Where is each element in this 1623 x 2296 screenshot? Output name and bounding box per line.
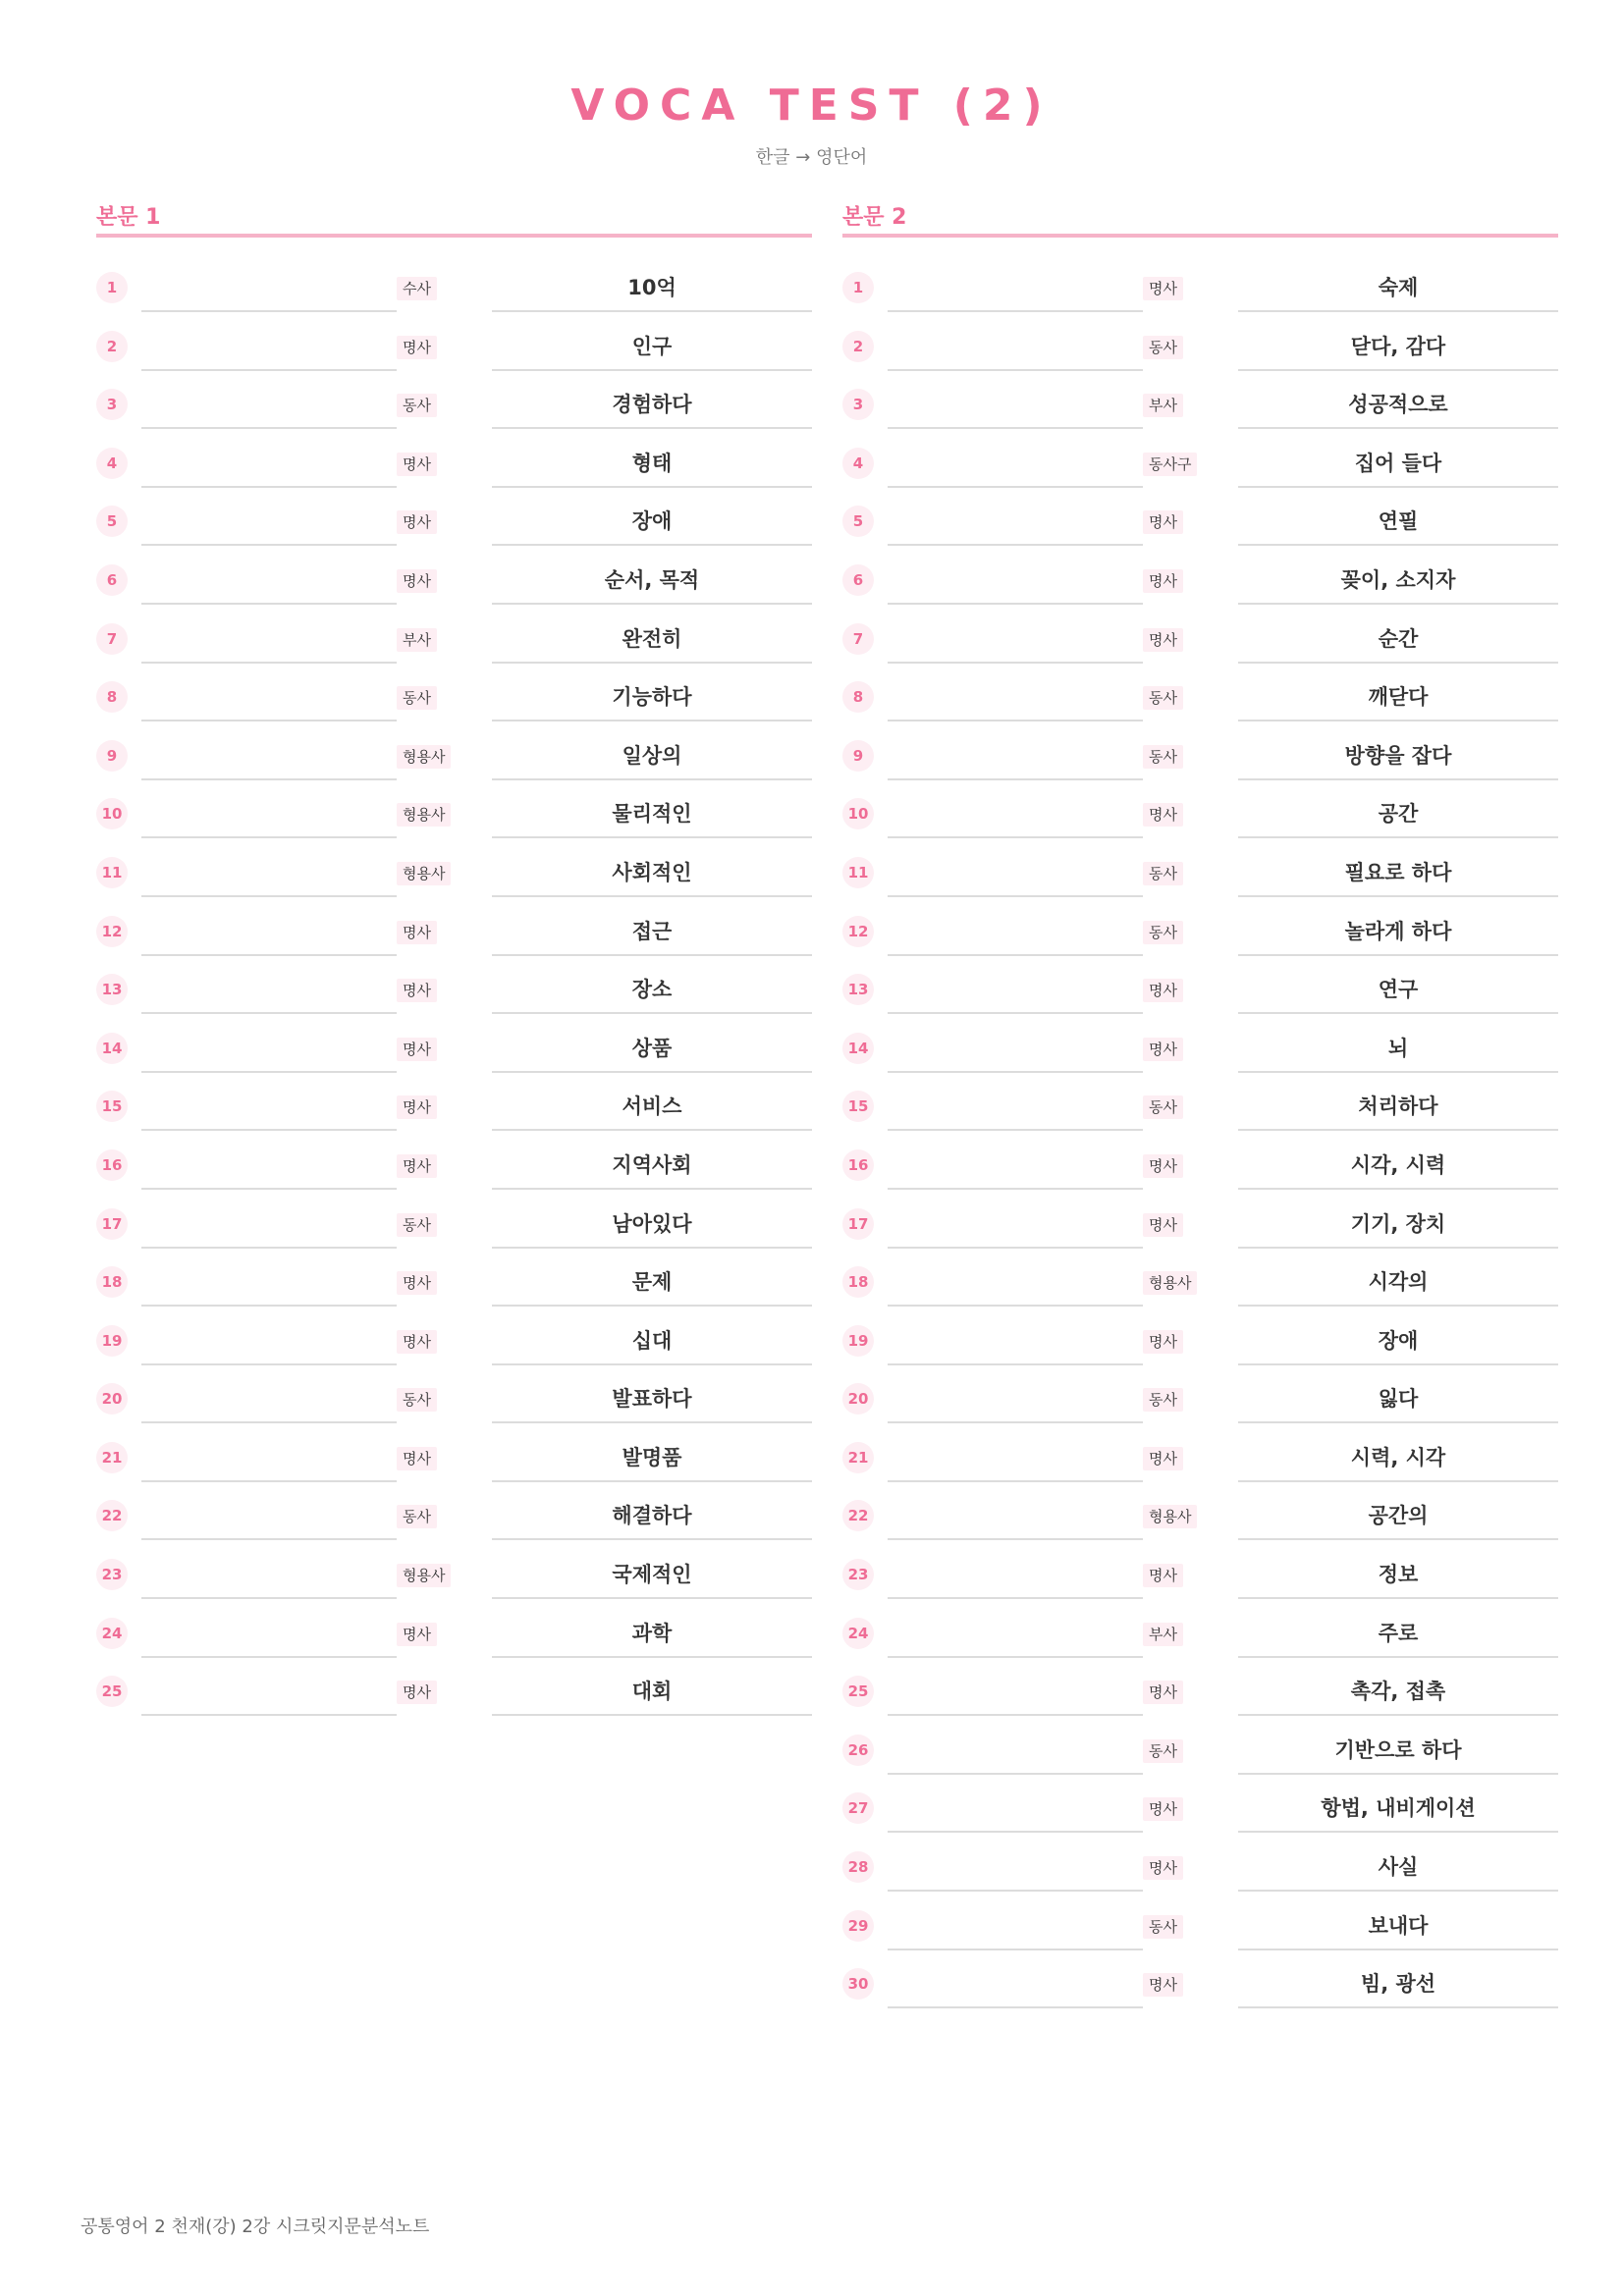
korean-meaning: 장애 bbox=[1238, 1322, 1558, 1365]
vocab-row bbox=[96, 1663, 812, 1722]
vocab-row bbox=[842, 1312, 1558, 1371]
korean-meaning: 성공적으로 bbox=[1238, 386, 1558, 429]
part-of-speech-tag: 명사 bbox=[397, 1271, 437, 1295]
answer-blank-line[interactable] bbox=[888, 1213, 1143, 1249]
vocab-row bbox=[842, 1605, 1558, 1664]
vocab-row bbox=[96, 318, 812, 377]
item-number-badge: 2 bbox=[96, 331, 128, 362]
vocab-row bbox=[842, 1020, 1558, 1079]
vocab-row bbox=[96, 1137, 812, 1196]
vocab-row bbox=[842, 318, 1558, 377]
answer-blank-line[interactable] bbox=[888, 1154, 1143, 1190]
korean-meaning: 잃다 bbox=[1238, 1380, 1558, 1423]
vocab-row bbox=[96, 259, 812, 318]
vocab-row bbox=[96, 1487, 812, 1546]
item-number-badge: 3 bbox=[96, 389, 128, 420]
part-of-speech-tag: 명사 bbox=[1143, 1856, 1183, 1880]
vocab-row bbox=[96, 1254, 812, 1312]
part-of-speech-tag: 동사 bbox=[1143, 1388, 1183, 1412]
item-number-badge: 13 bbox=[96, 974, 128, 1005]
answer-blank-line[interactable] bbox=[888, 1038, 1143, 1073]
part-of-speech-tag: 동사 bbox=[397, 1505, 437, 1528]
vocab-row bbox=[96, 611, 812, 669]
part-of-speech-tag: 동사 bbox=[1143, 1095, 1183, 1119]
korean-meaning: 기반으로 하다 bbox=[1238, 1732, 1558, 1775]
korean-meaning: 국제적인 bbox=[492, 1556, 812, 1599]
item-number-badge: 14 bbox=[96, 1033, 128, 1064]
korean-meaning: 형태 bbox=[492, 445, 812, 488]
item-number-badge: 23 bbox=[842, 1559, 874, 1590]
vocab-row bbox=[96, 1546, 812, 1605]
part-of-speech-tag: 동사 bbox=[1143, 686, 1183, 710]
part-of-speech-tag: 명사 bbox=[1143, 1447, 1183, 1470]
item-number-badge: 26 bbox=[842, 1735, 874, 1766]
part-of-speech-tag: 동사 bbox=[1143, 921, 1183, 944]
korean-meaning: 발표하다 bbox=[492, 1380, 812, 1423]
korean-meaning: 꽂이, 소지자 bbox=[1238, 561, 1558, 605]
vocab-row bbox=[96, 1312, 812, 1371]
footer-text: 공통영어 2 천재(강) 2강 시크릿지문분석노트 bbox=[81, 2216, 430, 2237]
item-number-badge: 12 bbox=[842, 916, 874, 947]
vocab-row bbox=[842, 435, 1558, 494]
item-number-badge: 4 bbox=[96, 448, 128, 479]
korean-meaning: 사회적인 bbox=[492, 854, 812, 897]
korean-meaning: 시력, 시각 bbox=[1238, 1439, 1558, 1482]
item-number-badge: 21 bbox=[96, 1442, 128, 1473]
part-of-speech-tag: 명사 bbox=[1143, 1797, 1183, 1821]
part-of-speech-tag: 명사 bbox=[1143, 1330, 1183, 1354]
item-number-badge: 20 bbox=[96, 1383, 128, 1415]
part-of-speech-tag: 동사 bbox=[397, 1388, 437, 1412]
item-number-badge: 17 bbox=[96, 1208, 128, 1240]
answer-blank-line[interactable] bbox=[141, 394, 397, 429]
vocab-row bbox=[96, 552, 812, 611]
vocab-row bbox=[96, 376, 812, 435]
part-of-speech-tag: 형용사 bbox=[397, 862, 451, 885]
item-number-badge: 20 bbox=[842, 1383, 874, 1415]
answer-blank-line[interactable] bbox=[141, 1388, 397, 1423]
item-number-badge: 22 bbox=[842, 1500, 874, 1531]
item-number-badge: 7 bbox=[96, 623, 128, 655]
part-of-speech-tag: 명사 bbox=[1143, 1973, 1183, 1997]
vocab-row bbox=[96, 1078, 812, 1137]
answer-blank-line[interactable] bbox=[888, 510, 1143, 546]
answer-blank-line[interactable] bbox=[888, 1973, 1143, 2008]
korean-meaning: 장애 bbox=[492, 503, 812, 546]
part-of-speech-tag: 수사 bbox=[397, 277, 437, 300]
korean-meaning: 연구 bbox=[1238, 971, 1558, 1014]
part-of-speech-tag: 명사 bbox=[397, 510, 437, 534]
item-number-badge: 16 bbox=[96, 1149, 128, 1181]
answer-blank-line[interactable] bbox=[141, 1038, 397, 1073]
korean-meaning: 서비스 bbox=[492, 1088, 812, 1131]
korean-meaning: 순서, 목적 bbox=[492, 561, 812, 605]
answer-blank-line[interactable] bbox=[141, 686, 397, 721]
part-of-speech-tag: 명사 bbox=[397, 1447, 437, 1470]
part-of-speech-tag: 명사 bbox=[397, 1038, 437, 1061]
korean-meaning: 10억 bbox=[492, 269, 812, 312]
item-number-badge: 24 bbox=[842, 1618, 874, 1649]
vocab-row bbox=[842, 1370, 1558, 1429]
vocab-row bbox=[842, 259, 1558, 318]
korean-meaning: 숙제 bbox=[1238, 269, 1558, 312]
vocab-row bbox=[842, 1487, 1558, 1546]
korean-meaning: 일상의 bbox=[492, 737, 812, 780]
korean-meaning: 경험하다 bbox=[492, 386, 812, 429]
vocab-row bbox=[96, 961, 812, 1020]
korean-meaning: 시각의 bbox=[1238, 1263, 1558, 1307]
korean-meaning: 뇌 bbox=[1238, 1030, 1558, 1073]
answer-blank-line[interactable] bbox=[141, 1213, 397, 1249]
answer-blank-line[interactable] bbox=[141, 1623, 397, 1658]
answer-blank-line[interactable] bbox=[141, 510, 397, 546]
part-of-speech-tag: 명사 bbox=[1143, 277, 1183, 300]
korean-meaning: 십대 bbox=[492, 1322, 812, 1365]
vocab-row bbox=[842, 493, 1558, 552]
answer-blank-line[interactable] bbox=[141, 569, 397, 605]
part-of-speech-tag: 동사 bbox=[397, 1213, 437, 1237]
answer-blank-line[interactable] bbox=[141, 1564, 397, 1599]
answer-blank-line[interactable] bbox=[888, 1856, 1143, 1892]
answer-blank-line[interactable] bbox=[141, 979, 397, 1014]
part-of-speech-tag: 명사 bbox=[1143, 1038, 1183, 1061]
answer-blank-line[interactable] bbox=[141, 1681, 397, 1716]
item-number-badge: 5 bbox=[96, 506, 128, 537]
page-title: VOCA TEST (2) bbox=[570, 80, 1053, 131]
part-of-speech-tag: 명사 bbox=[1143, 803, 1183, 827]
answer-blank-line[interactable] bbox=[888, 1797, 1143, 1833]
vocab-row bbox=[842, 552, 1558, 611]
vocab-row bbox=[842, 1897, 1558, 1956]
item-number-badge: 29 bbox=[842, 1910, 874, 1942]
item-number-badge: 18 bbox=[96, 1266, 128, 1298]
answer-blank-line[interactable] bbox=[888, 1330, 1143, 1365]
answer-blank-line[interactable] bbox=[888, 921, 1143, 956]
vocab-row bbox=[96, 493, 812, 552]
answer-blank-line[interactable] bbox=[141, 453, 397, 488]
korean-meaning: 방향을 잡다 bbox=[1238, 737, 1558, 780]
part-of-speech-tag: 동사 bbox=[1143, 1915, 1183, 1939]
korean-meaning: 상품 bbox=[492, 1030, 812, 1073]
vocab-row bbox=[842, 668, 1558, 727]
korean-meaning: 놀라게 하다 bbox=[1238, 913, 1558, 956]
answer-blank-line[interactable] bbox=[888, 628, 1143, 664]
item-number-badge: 24 bbox=[96, 1618, 128, 1649]
answer-blank-line[interactable] bbox=[888, 453, 1143, 488]
korean-meaning: 연필 bbox=[1238, 503, 1558, 546]
part-of-speech-tag: 명사 bbox=[397, 336, 437, 359]
vocab-row bbox=[842, 1254, 1558, 1312]
korean-meaning: 촉각, 접촉 bbox=[1238, 1673, 1558, 1716]
item-number-badge: 7 bbox=[842, 623, 874, 655]
part-of-speech-tag: 명사 bbox=[397, 979, 437, 1002]
answer-blank-line[interactable] bbox=[888, 1915, 1143, 1950]
korean-meaning: 과학 bbox=[492, 1615, 812, 1658]
part-of-speech-tag: 동사구 bbox=[1143, 453, 1197, 476]
korean-meaning: 빔, 광선 bbox=[1238, 1965, 1558, 2008]
part-of-speech-tag: 동사 bbox=[397, 686, 437, 710]
section-title: 본문 2 bbox=[842, 196, 1558, 238]
section-title: 본문 1 bbox=[96, 196, 812, 238]
item-number-badge: 27 bbox=[842, 1792, 874, 1824]
answer-blank-line[interactable] bbox=[141, 1095, 397, 1131]
answer-blank-line[interactable] bbox=[141, 921, 397, 956]
korean-meaning: 보내다 bbox=[1238, 1907, 1558, 1950]
vocab-row bbox=[842, 785, 1558, 844]
vocab-row bbox=[842, 903, 1558, 962]
part-of-speech-tag: 명사 bbox=[1143, 1154, 1183, 1178]
part-of-speech-tag: 형용사 bbox=[1143, 1271, 1197, 1295]
item-number-badge: 12 bbox=[96, 916, 128, 947]
korean-meaning: 주로 bbox=[1238, 1615, 1558, 1658]
korean-meaning: 사실 bbox=[1238, 1848, 1558, 1892]
korean-meaning: 집어 들다 bbox=[1238, 445, 1558, 488]
korean-meaning: 정보 bbox=[1238, 1556, 1558, 1599]
answer-blank-line[interactable] bbox=[888, 394, 1143, 429]
part-of-speech-tag: 형용사 bbox=[397, 803, 451, 827]
part-of-speech-tag: 부사 bbox=[1143, 394, 1183, 417]
vocab-list bbox=[842, 259, 1558, 2014]
item-number-badge: 3 bbox=[842, 389, 874, 420]
vocab-row bbox=[96, 1370, 812, 1429]
korean-meaning: 기능하다 bbox=[492, 678, 812, 721]
item-number-badge: 25 bbox=[96, 1676, 128, 1707]
vocab-row bbox=[96, 1605, 812, 1664]
part-of-speech-tag: 동사 bbox=[1143, 1739, 1183, 1763]
item-number-badge: 9 bbox=[96, 740, 128, 772]
korean-meaning: 기기, 장치 bbox=[1238, 1205, 1558, 1249]
item-number-badge: 22 bbox=[96, 1500, 128, 1531]
answer-blank-line[interactable] bbox=[141, 803, 397, 838]
korean-meaning: 처리하다 bbox=[1238, 1088, 1558, 1131]
part-of-speech-tag: 명사 bbox=[397, 569, 437, 593]
korean-meaning: 남아있다 bbox=[492, 1205, 812, 1249]
item-number-badge: 10 bbox=[842, 798, 874, 829]
item-number-badge: 4 bbox=[842, 448, 874, 479]
korean-meaning: 시각, 시력 bbox=[1238, 1147, 1558, 1190]
korean-meaning: 완전히 bbox=[492, 620, 812, 664]
part-of-speech-tag: 명사 bbox=[1143, 979, 1183, 1002]
answer-blank-line[interactable] bbox=[888, 1388, 1143, 1423]
item-number-badge: 8 bbox=[96, 681, 128, 713]
item-number-badge: 9 bbox=[842, 740, 874, 772]
korean-meaning: 항법, 내비게이션 bbox=[1238, 1789, 1558, 1833]
vocab-row bbox=[96, 668, 812, 727]
korean-meaning: 문제 bbox=[492, 1263, 812, 1307]
part-of-speech-tag: 동사 bbox=[1143, 862, 1183, 885]
item-number-badge: 17 bbox=[842, 1208, 874, 1240]
korean-meaning: 순간 bbox=[1238, 620, 1558, 664]
item-number-badge: 5 bbox=[842, 506, 874, 537]
section-bonmun-1 bbox=[96, 196, 812, 1722]
answer-blank-line[interactable] bbox=[141, 336, 397, 371]
answer-blank-line[interactable] bbox=[888, 569, 1143, 605]
vocab-row bbox=[96, 1429, 812, 1488]
vocab-row bbox=[842, 1196, 1558, 1255]
answer-blank-line[interactable] bbox=[888, 277, 1143, 312]
vocab-row bbox=[842, 1780, 1558, 1839]
answer-blank-line[interactable] bbox=[141, 1154, 397, 1190]
answer-blank-line[interactable] bbox=[888, 1681, 1143, 1716]
part-of-speech-tag: 명사 bbox=[397, 1095, 437, 1119]
vocab-row bbox=[96, 785, 812, 844]
item-number-badge: 8 bbox=[842, 681, 874, 713]
vocab-row bbox=[842, 1546, 1558, 1605]
part-of-speech-tag: 형용사 bbox=[1143, 1505, 1197, 1528]
item-number-badge: 16 bbox=[842, 1149, 874, 1181]
item-number-badge: 23 bbox=[96, 1559, 128, 1590]
item-number-badge: 19 bbox=[96, 1325, 128, 1357]
answer-blank-line[interactable] bbox=[141, 1330, 397, 1365]
part-of-speech-tag: 명사 bbox=[1143, 1213, 1183, 1237]
answer-blank-line[interactable] bbox=[888, 745, 1143, 780]
answer-blank-line[interactable] bbox=[888, 686, 1143, 721]
part-of-speech-tag: 부사 bbox=[1143, 1623, 1183, 1646]
answer-blank-line[interactable] bbox=[888, 1447, 1143, 1482]
vocab-row bbox=[842, 727, 1558, 786]
item-number-badge: 13 bbox=[842, 974, 874, 1005]
korean-meaning: 장소 bbox=[492, 971, 812, 1014]
korean-meaning: 물리적인 bbox=[492, 795, 812, 838]
vocab-row bbox=[842, 611, 1558, 669]
korean-meaning: 필요로 하다 bbox=[1238, 854, 1558, 897]
part-of-speech-tag: 명사 bbox=[397, 1154, 437, 1178]
part-of-speech-tag: 명사 bbox=[1143, 628, 1183, 652]
vocab-row bbox=[96, 844, 812, 903]
vocab-row bbox=[842, 1955, 1558, 2014]
korean-meaning: 발명품 bbox=[492, 1439, 812, 1482]
vocab-row bbox=[96, 1196, 812, 1255]
item-number-badge: 2 bbox=[842, 331, 874, 362]
part-of-speech-tag: 명사 bbox=[1143, 1681, 1183, 1704]
answer-blank-line[interactable] bbox=[888, 862, 1143, 897]
part-of-speech-tag: 명사 bbox=[397, 1623, 437, 1646]
item-number-badge: 11 bbox=[96, 857, 128, 888]
part-of-speech-tag: 명사 bbox=[397, 453, 437, 476]
answer-blank-line[interactable] bbox=[141, 277, 397, 312]
part-of-speech-tag: 명사 bbox=[397, 1681, 437, 1704]
part-of-speech-tag: 형용사 bbox=[397, 745, 451, 769]
page-subtitle: 한글 → 영단어 bbox=[755, 147, 868, 168]
item-number-badge: 21 bbox=[842, 1442, 874, 1473]
answer-blank-line[interactable] bbox=[141, 862, 397, 897]
korean-meaning: 공간 bbox=[1238, 795, 1558, 838]
vocab-row bbox=[96, 435, 812, 494]
vocab-row bbox=[842, 376, 1558, 435]
item-number-badge: 1 bbox=[842, 272, 874, 303]
korean-meaning: 해결하다 bbox=[492, 1497, 812, 1540]
vocab-row bbox=[842, 961, 1558, 1020]
part-of-speech-tag: 명사 bbox=[1143, 510, 1183, 534]
item-number-badge: 18 bbox=[842, 1266, 874, 1298]
part-of-speech-tag: 명사 bbox=[397, 1330, 437, 1354]
vocab-row bbox=[842, 1137, 1558, 1196]
answer-blank-line[interactable] bbox=[141, 1505, 397, 1540]
item-number-badge: 15 bbox=[96, 1091, 128, 1122]
part-of-speech-tag: 동사 bbox=[1143, 745, 1183, 769]
part-of-speech-tag: 명사 bbox=[1143, 569, 1183, 593]
part-of-speech-tag: 부사 bbox=[397, 628, 437, 652]
korean-meaning: 인구 bbox=[492, 328, 812, 371]
answer-blank-line[interactable] bbox=[141, 745, 397, 780]
part-of-speech-tag: 동사 bbox=[397, 394, 437, 417]
answer-blank-line[interactable] bbox=[888, 1095, 1143, 1131]
vocab-row bbox=[842, 844, 1558, 903]
vocab-row bbox=[842, 1429, 1558, 1488]
answer-blank-line[interactable] bbox=[141, 1271, 397, 1307]
item-number-badge: 15 bbox=[842, 1091, 874, 1122]
item-number-badge: 25 bbox=[842, 1676, 874, 1707]
item-number-badge: 10 bbox=[96, 798, 128, 829]
vocab-row bbox=[96, 903, 812, 962]
vocab-row bbox=[842, 1839, 1558, 1897]
korean-meaning: 접근 bbox=[492, 913, 812, 956]
answer-blank-line[interactable] bbox=[888, 979, 1143, 1014]
vocab-row bbox=[96, 727, 812, 786]
korean-meaning: 공간의 bbox=[1238, 1497, 1558, 1540]
korean-meaning: 깨닫다 bbox=[1238, 678, 1558, 721]
answer-blank-line[interactable] bbox=[888, 1271, 1143, 1307]
part-of-speech-tag: 명사 bbox=[1143, 1564, 1183, 1587]
vocab-row bbox=[96, 1020, 812, 1079]
answer-blank-line[interactable] bbox=[888, 336, 1143, 371]
vocab-list bbox=[96, 259, 812, 1722]
answer-blank-line[interactable] bbox=[141, 628, 397, 664]
vocab-row bbox=[842, 1078, 1558, 1137]
answer-blank-line[interactable] bbox=[888, 1623, 1143, 1658]
answer-blank-line[interactable] bbox=[141, 1447, 397, 1482]
item-number-badge: 14 bbox=[842, 1033, 874, 1064]
korean-meaning: 닫다, 감다 bbox=[1238, 328, 1558, 371]
answer-blank-line[interactable] bbox=[888, 1564, 1143, 1599]
item-number-badge: 19 bbox=[842, 1325, 874, 1357]
item-number-badge: 28 bbox=[842, 1851, 874, 1883]
item-number-badge: 11 bbox=[842, 857, 874, 888]
vocab-row bbox=[842, 1722, 1558, 1781]
answer-blank-line[interactable] bbox=[888, 1505, 1143, 1540]
part-of-speech-tag: 동사 bbox=[1143, 336, 1183, 359]
korean-meaning: 지역사회 bbox=[492, 1147, 812, 1190]
answer-blank-line[interactable] bbox=[888, 803, 1143, 838]
item-number-badge: 6 bbox=[96, 564, 128, 596]
item-number-badge: 30 bbox=[842, 1968, 874, 2000]
vocab-row bbox=[842, 1663, 1558, 1722]
korean-meaning: 대회 bbox=[492, 1673, 812, 1716]
section-bonmun-2 bbox=[842, 196, 1558, 2014]
part-of-speech-tag: 명사 bbox=[397, 921, 437, 944]
part-of-speech-tag: 형용사 bbox=[397, 1564, 451, 1587]
answer-blank-line[interactable] bbox=[888, 1739, 1143, 1775]
item-number-badge: 6 bbox=[842, 564, 874, 596]
item-number-badge: 1 bbox=[96, 272, 128, 303]
